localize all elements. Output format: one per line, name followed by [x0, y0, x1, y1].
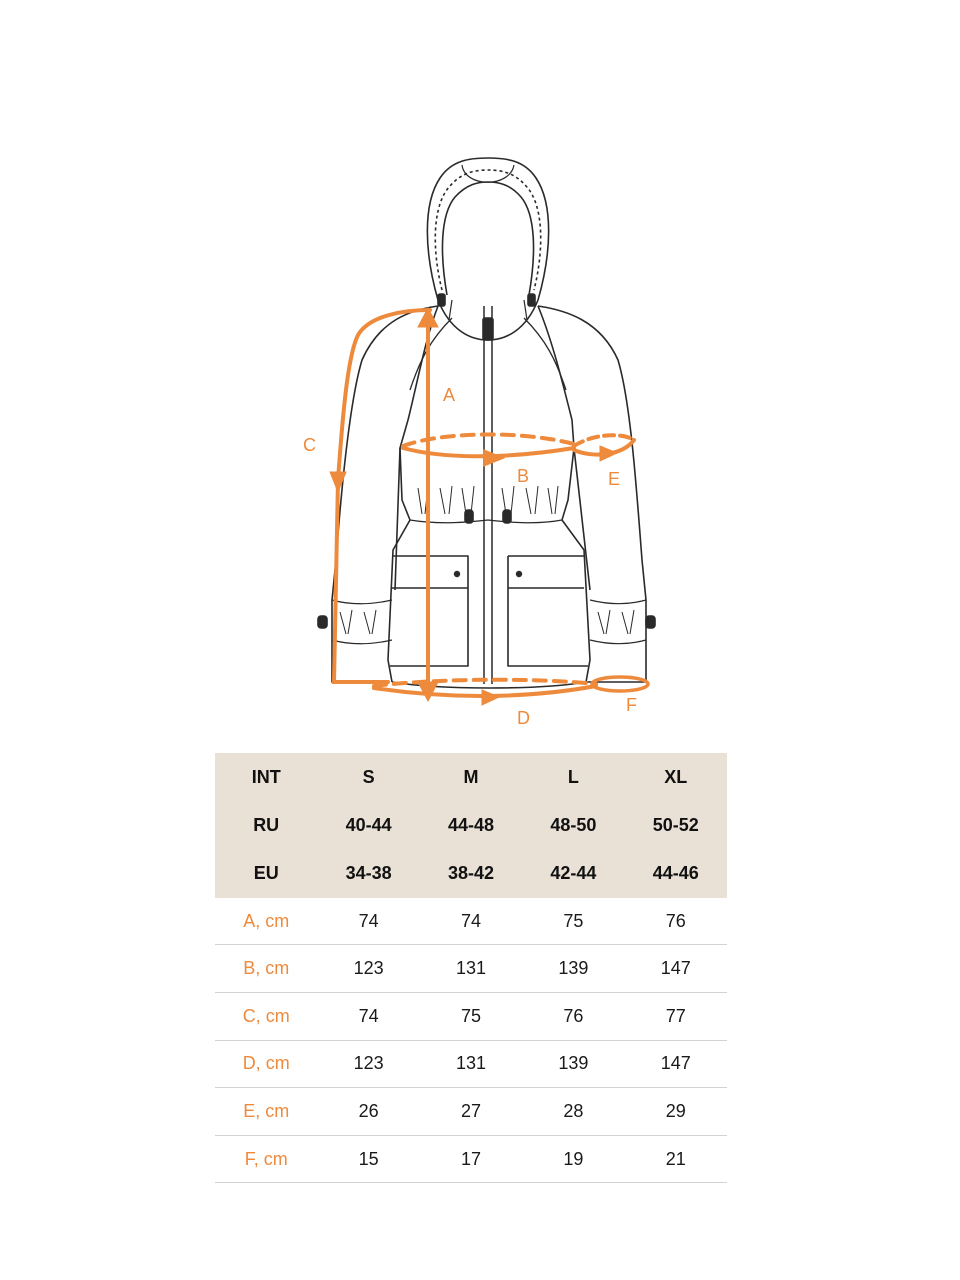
- measurement-cell: 26: [317, 1088, 419, 1136]
- row-label: D, cm: [215, 1040, 317, 1088]
- row-label: A, cm: [215, 898, 317, 945]
- measurement-cell: 74: [420, 898, 522, 945]
- measurement-cell: 123: [317, 945, 419, 993]
- measurement-cell: 28: [522, 1088, 624, 1136]
- hood-trim: [435, 170, 540, 290]
- hood-outline: [427, 158, 548, 300]
- measurement-row: [215, 993, 727, 1041]
- size-header-cell: 40-44: [317, 801, 419, 849]
- hood-opening: [442, 182, 533, 295]
- size-header-cell: 50-52: [625, 801, 727, 849]
- measurement-cell: 29: [625, 1088, 727, 1136]
- size-header-cell: 38-42: [420, 850, 522, 898]
- measurement-cell: 131: [420, 1040, 522, 1088]
- arrow-a-bottom: [418, 682, 438, 701]
- label-c: C: [303, 435, 316, 455]
- row-label: C, cm: [215, 993, 317, 1041]
- measurement-row: [215, 1135, 727, 1183]
- label-a: A: [443, 385, 456, 405]
- measurement-row: [215, 945, 727, 993]
- size-header-cell: 48-50: [522, 801, 624, 849]
- jacket-sketch: [318, 158, 655, 688]
- right-sleeve: [538, 306, 646, 682]
- measurement-cell: 17: [420, 1135, 522, 1183]
- measurement-cell: 147: [625, 1040, 727, 1088]
- size-header-cell: 44-46: [625, 850, 727, 898]
- body-right: [538, 306, 590, 682]
- size-header-row: [215, 850, 727, 898]
- measurement-cell: 75: [420, 993, 522, 1041]
- measurement-guides: [330, 308, 648, 705]
- measurement-cell: 74: [317, 898, 419, 945]
- measurement-row: [215, 1088, 727, 1136]
- line-f: [592, 677, 648, 691]
- arrow-c: [330, 472, 346, 492]
- measurement-cell: 15: [317, 1135, 419, 1183]
- label-f: F: [626, 695, 637, 715]
- label-b: B: [517, 466, 530, 486]
- size-header-cell: 44-48: [420, 801, 522, 849]
- row-label: B, cm: [215, 945, 317, 993]
- arrow-e: [600, 446, 617, 461]
- row-label: RU: [215, 801, 317, 849]
- line-e-back: [574, 435, 634, 446]
- size-chart-body: [215, 753, 727, 1183]
- row-label: E, cm: [215, 1088, 317, 1136]
- row-label: EU: [215, 850, 317, 898]
- measurement-cell: 21: [625, 1135, 727, 1183]
- measurement-cell: 76: [522, 993, 624, 1041]
- measurement-cell: 77: [625, 993, 727, 1041]
- size-header-cell: XL: [625, 753, 727, 801]
- line-c: [334, 310, 430, 682]
- size-header-cell: 42-44: [522, 850, 624, 898]
- size-header-row: [215, 753, 727, 801]
- measurement-cell: 123: [317, 1040, 419, 1088]
- measurement-cell: 131: [420, 945, 522, 993]
- size-header-cell: 34-38: [317, 850, 419, 898]
- arrow-d: [482, 690, 499, 705]
- measurement-cell: 147: [625, 945, 727, 993]
- size-header-cell: S: [317, 753, 419, 801]
- measurement-cell: 19: [522, 1135, 624, 1183]
- waist-drawcord: [410, 520, 562, 523]
- row-label: F, cm: [215, 1135, 317, 1183]
- row-label: INT: [215, 753, 317, 801]
- label-e: E: [608, 469, 621, 489]
- measurement-cell: 27: [420, 1088, 522, 1136]
- size-chart-table: [215, 753, 727, 1183]
- measurement-cell: 76: [625, 898, 727, 945]
- size-header-row: [215, 801, 727, 849]
- size-header-cell: M: [420, 753, 522, 801]
- body-left: [388, 306, 438, 682]
- measurement-cell: 139: [522, 945, 624, 993]
- measurement-cell: 75: [522, 898, 624, 945]
- zipper: [484, 306, 492, 684]
- label-d: D: [517, 708, 530, 728]
- measurement-cell: 74: [317, 993, 419, 1041]
- measurement-row: [215, 898, 727, 945]
- arrow-b: [484, 450, 504, 466]
- measurement-row: [215, 1040, 727, 1088]
- measurement-cell: 139: [522, 1040, 624, 1088]
- size-header-cell: L: [522, 753, 624, 801]
